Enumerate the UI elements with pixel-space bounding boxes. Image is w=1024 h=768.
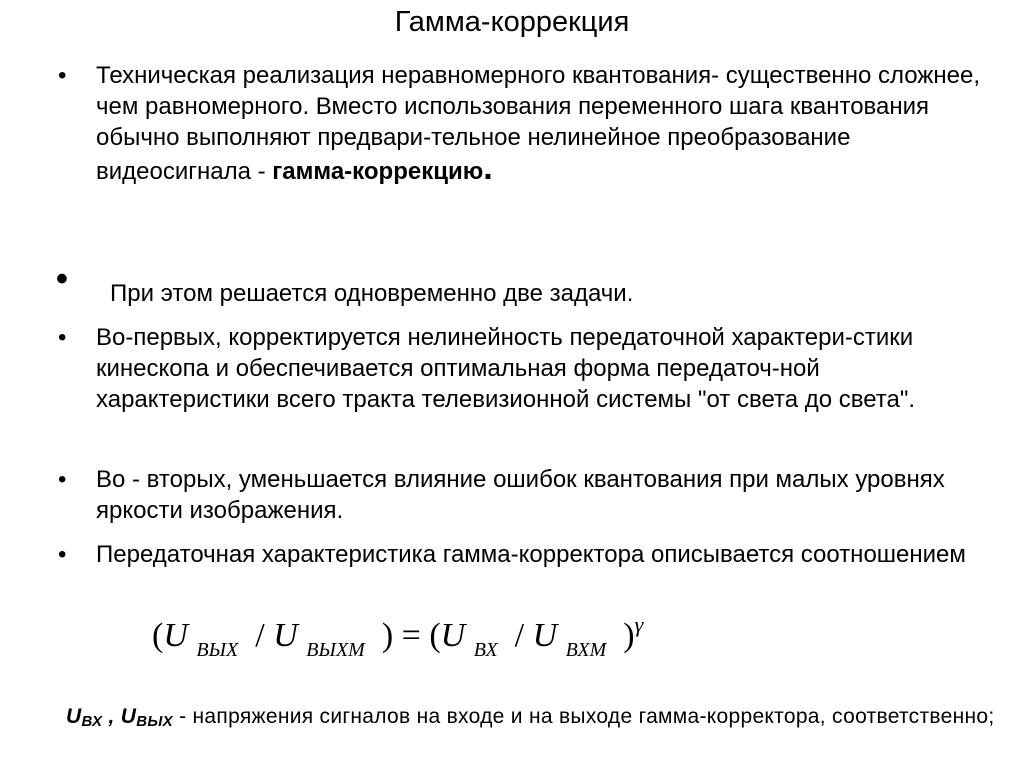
- bullet-item-2: При этом решается одновременно две задачи.: [110, 280, 634, 307]
- bullet-item-4: Во - вторых, уменьшается влияние ошибок квантования при малых уровнях яркости изображения.: [96, 466, 945, 524]
- term-gamma-correction: гамма-коррекцию: [272, 158, 484, 185]
- symbol-u-out: $U_{ВЫХ}$: [120, 705, 173, 730]
- footnote: $U_{ВХ}$ , $U_{ВЫХ}$ - напряжения сигналов на входе и на выходе гамма-корректора, соответственно;: [66, 705, 995, 730]
- bullet-dot: •: [58, 466, 67, 493]
- bullet-dot: •: [58, 324, 67, 351]
- bullet-1-text: Техническая реализация неравномерного квантования- существенно сложнее, чем равномерного. Вместо использования переменного шага квантования обычно выполняют предвари-тельное нелинейное преобразование видеосигнала -: [96, 62, 980, 185]
- bullet-dot: •: [56, 260, 68, 298]
- gamma-formula: (U $_{ВЫХ}$ / U $_{ВЫХМ}$ ) = (U $_{ВХ}$ / U $_{ВХМ}$ )$^\gamma$: [152, 612, 644, 661]
- bullet-dot: •: [58, 62, 67, 89]
- bullet-item-1: [96, 60, 996, 187]
- bullet-dot: •: [58, 541, 67, 568]
- slide-title: Гамма-коррекция: [394, 6, 630, 38]
- bullet-1-end: .: [483, 149, 493, 187]
- bullet-item-5: Передаточная характеристика гамма-корректора описывается соотношением: [96, 541, 966, 568]
- footnote-text: - напряжения сигналов на входе и на выходе гамма-корректора, соответственно;: [172, 705, 995, 728]
- symbol-u-in: $U_{ВХ}$: [66, 705, 103, 730]
- gamma-exponent: γ: [634, 612, 644, 637]
- bullet-item-3: Во-первых, корректируется нелинейность передаточной характери-стики кинескопа и обеспечивается оптимальная форма передаточ-ной характеристики всего тракта телевизионной системы "от света до света".: [96, 324, 916, 413]
